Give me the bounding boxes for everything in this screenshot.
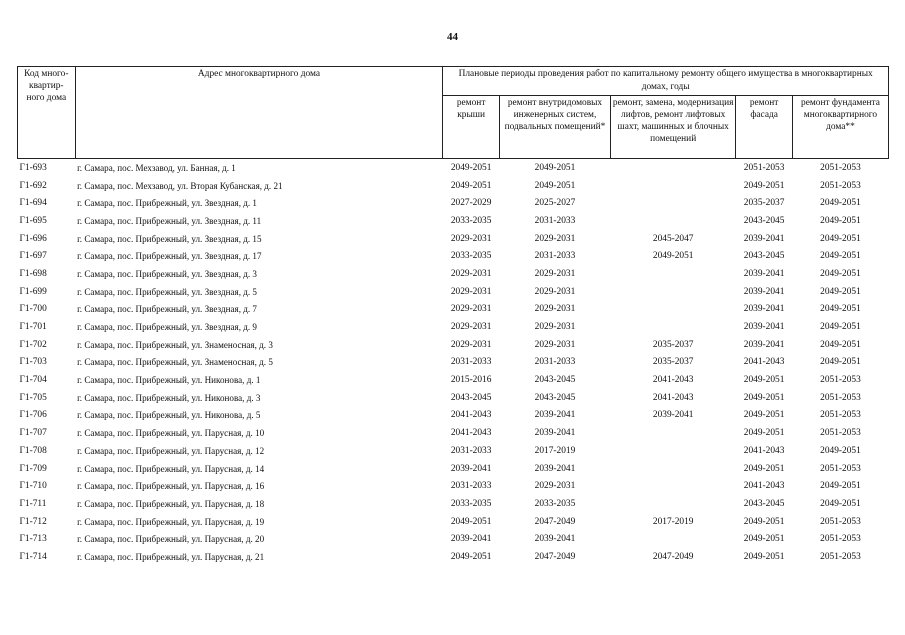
table-row [18,159,889,177]
cell-address: г. Самара, пос. Прибрежный, ул. Звездная, д. 17 [77,251,262,262]
cell-roof: 2029-2031 [450,268,492,279]
cell-engineering: 2029-2031 [534,481,576,492]
cell-lift [611,318,736,336]
cell-foundation: 2049-2051 [820,286,861,297]
cell-address: г. Самара, пос. Прибрежный, ул. Звездная, д. 15 [77,233,262,244]
header-planned-periods: Плановые периоды проведения работ по капитальному ремонту общего имущества в многоквартирных домах, годы [443,67,889,96]
cell-facade: 2039-2041 [743,339,785,350]
cell-foundation: 2051-2053 [820,392,861,403]
cell-facade: 2039-2041 [743,286,785,297]
cell-facade: 2041-2043 [743,445,785,456]
table-row [18,301,889,319]
cell-roof: 2049-2051 [450,180,492,191]
header-engineering: ремонт внутридомовых инженерных систем, подвальных помещений* [499,96,610,159]
cell-foundation: 2049-2051 [820,445,861,456]
cell-address: г. Самара, пос. Прибрежный, ул. Звездная, д. 1 [77,198,257,209]
header-address: Адрес многоквартирного дома [75,67,443,159]
cell-facade: 2049-2051 [743,428,785,439]
cell-roof: 2049-2051 [450,551,492,562]
cell-engineering: 2049-2051 [534,162,576,173]
cell-address: г. Самара, пос. Прибрежный, ул. Парусная, д. 12 [77,445,265,456]
table-row [18,194,889,212]
cell-roof: 2031-2033 [450,445,492,456]
table-row [18,230,889,248]
cell-engineering: 2029-2031 [534,304,576,315]
table-row [18,354,889,372]
table-row [18,283,889,301]
cell-lift [611,212,736,230]
cell-address: г. Самара, пос. Прибрежный, ул. Парусная, д. 19 [77,516,265,527]
header-row-top [18,67,889,96]
cell-code: Г1-693 [19,162,47,173]
cell-code: Г1-701 [19,322,47,333]
cell-roof: 2043-2045 [450,392,492,403]
cell-facade: 2043-2045 [743,215,785,226]
header-lift: ремонт, замена, модернизация лифтов, ремонт лифтовых шахт, машинных и блочных помещений [611,96,736,159]
cell-foundation: 2049-2051 [820,498,861,509]
cell-address: г. Самара, пос. Мехзавод, ул. Вторая Кубанская, д. 21 [77,180,283,191]
cell-facade: 2043-2045 [743,251,785,262]
cell-foundation: 2049-2051 [820,357,861,368]
cell-lift: 2017-2019 [652,516,694,527]
table-row [18,177,889,195]
cell-address: г. Самара, пос. Прибрежный, ул. Звездная, д. 7 [77,304,257,315]
table-row [18,495,889,513]
cell-roof: 2033-2035 [450,498,492,509]
cell-lift: 2039-2041 [652,410,694,421]
cell-address: г. Самара, пос. Прибрежный, ул. Парусная, д. 20 [77,534,265,545]
cell-address: г. Самара, пос. Прибрежный, ул. Никонова, д. 1 [77,375,261,386]
cell-code: Г1-711 [19,498,47,509]
cell-address: г. Самара, пос. Прибрежный, ул. Знаменосная, д. 5 [77,357,273,368]
cell-lift [611,194,736,212]
cell-address: г. Самара, пос. Прибрежный, ул. Парусная, д. 21 [77,551,265,562]
page-number: 44 [447,31,458,43]
cell-foundation: 2049-2051 [820,198,861,209]
cell-lift [611,177,736,195]
cell-lift [611,460,736,478]
cell-address: г. Самара, пос. Прибрежный, ул. Звездная, д. 3 [77,268,257,279]
cell-code: Г1-700 [19,304,47,315]
cell-code: Г1-708 [19,445,47,456]
cell-code: Г1-710 [19,481,47,492]
cell-engineering: 2033-2035 [534,498,576,509]
cell-code: Г1-712 [19,516,47,527]
table-row [18,247,889,265]
cell-facade: 2039-2041 [743,268,785,279]
cell-address: г. Самара, пос. Прибрежный, ул. Парусная, д. 16 [77,481,265,492]
header-roof: ремонт крыши [443,96,500,159]
cell-engineering: 2047-2049 [534,551,576,562]
repair-schedule-table [17,66,889,566]
cell-facade: 2049-2051 [743,392,785,403]
cell-lift [611,301,736,319]
cell-lift: 2045-2047 [652,233,694,244]
cell-foundation: 2049-2051 [820,215,861,226]
cell-code: Г1-699 [19,286,47,297]
cell-facade: 2041-2043 [743,481,785,492]
cell-foundation: 2049-2051 [820,251,861,262]
cell-code: Г1-702 [19,339,47,350]
cell-facade: 2039-2041 [743,233,785,244]
table-row [18,318,889,336]
cell-facade: 2039-2041 [743,322,785,333]
cell-address: г. Самара, пос. Прибрежный, ул. Парусная, д. 10 [77,428,265,439]
cell-foundation: 2051-2053 [820,534,861,545]
cell-address: г. Самара, пос. Мехзавод, ул. Банная, д. 1 [77,162,236,173]
cell-facade: 2049-2051 [743,375,785,386]
cell-roof: 2031-2033 [450,481,492,492]
cell-engineering: 2031-2033 [534,215,576,226]
cell-foundation: 2049-2051 [820,322,861,333]
cell-engineering: 2043-2045 [534,375,576,386]
cell-foundation: 2051-2053 [820,428,861,439]
cell-lift [611,159,736,177]
cell-roof: 2033-2035 [450,251,492,262]
cell-address: г. Самара, пос. Прибрежный, ул. Никонова, д. 5 [77,410,261,421]
cell-foundation: 2049-2051 [820,339,861,350]
cell-address: г. Самара, пос. Прибрежный, ул. Звездная, д. 11 [77,215,262,226]
cell-address: г. Самара, пос. Прибрежный, ул. Знаменосная, д. 3 [77,339,273,350]
cell-code: Г1-706 [19,410,47,421]
cell-facade: 2049-2051 [743,534,785,545]
cell-roof: 2029-2031 [450,339,492,350]
header-code: Код много- квартир- ного дома [18,67,76,159]
cell-facade: 2049-2051 [743,463,785,474]
cell-foundation: 2051-2053 [820,516,861,527]
cell-facade: 2049-2051 [743,180,785,191]
cell-lift [611,442,736,460]
table-body [18,159,889,566]
cell-foundation: 2049-2051 [820,481,861,492]
cell-lift [611,477,736,495]
cell-address: г. Самара, пос. Прибрежный, ул. Парусная, д. 18 [77,498,265,509]
cell-code: Г1-705 [19,392,47,403]
cell-address: г. Самара, пос. Прибрежный, ул. Парусная, д. 14 [77,463,265,474]
cell-engineering: 2031-2033 [534,251,576,262]
cell-engineering: 2029-2031 [534,268,576,279]
cell-lift [611,283,736,301]
cell-code: Г1-698 [19,268,47,279]
cell-engineering: 2025-2027 [534,198,576,209]
table-row [18,530,889,548]
cell-lift: 2041-2043 [652,392,694,403]
cell-roof: 2033-2035 [450,215,492,226]
cell-address: г. Самара, пос. Прибрежный, ул. Звездная, д. 9 [77,322,257,333]
cell-code: Г1-707 [19,428,47,439]
cell-engineering: 2017-2019 [534,445,576,456]
cell-facade: 2039-2041 [743,304,785,315]
cell-foundation: 2051-2053 [820,162,861,173]
cell-address: г. Самара, пос. Прибрежный, ул. Никонова, д. 3 [77,392,261,403]
table-row [18,548,889,566]
cell-code: Г1-703 [19,357,47,368]
cell-lift: 2041-2043 [652,375,694,386]
cell-foundation: 2049-2051 [820,304,861,315]
cell-engineering: 2029-2031 [534,233,576,244]
cell-lift [611,265,736,283]
cell-lift: 2049-2051 [652,251,694,262]
table-row [18,442,889,460]
cell-engineering: 2043-2045 [534,392,576,403]
cell-lift [611,530,736,548]
cell-lift: 2047-2049 [652,551,694,562]
cell-engineering: 2031-2033 [534,357,576,368]
cell-roof: 2041-2043 [450,410,492,421]
table-row [18,336,889,354]
table-row [18,513,889,531]
cell-code: Г1-709 [19,463,47,474]
cell-lift: 2035-2037 [652,357,694,368]
cell-lift: 2035-2037 [652,339,694,350]
cell-foundation: 2051-2053 [820,463,861,474]
cell-engineering: 2049-2051 [534,180,576,191]
cell-facade: 2049-2051 [743,516,785,527]
table-row [18,265,889,283]
cell-roof: 2049-2051 [450,516,492,527]
table-row [18,424,889,442]
table-row [18,407,889,425]
cell-code: Г1-704 [19,375,47,386]
cell-lift [611,495,736,513]
cell-engineering: 2047-2049 [534,516,576,527]
cell-address: г. Самара, пос. Прибрежный, ул. Звездная, д. 5 [77,286,257,297]
cell-code: Г1-694 [19,198,47,209]
cell-roof: 2041-2043 [450,428,492,439]
cell-code: Г1-714 [19,551,47,562]
table-row [18,460,889,478]
cell-facade: 2049-2051 [743,551,785,562]
cell-roof: 2029-2031 [450,233,492,244]
cell-code: Г1-697 [19,251,47,262]
cell-code: Г1-713 [19,534,47,545]
table-row [18,389,889,407]
cell-roof: 2029-2031 [450,286,492,297]
cell-roof: 2015-2016 [450,375,492,386]
cell-lift [611,424,736,442]
table-row [18,477,889,495]
cell-engineering: 2039-2041 [534,428,576,439]
table-row [18,371,889,389]
cell-roof: 2029-2031 [450,304,492,315]
header-facade: ремонт фасада [736,96,793,159]
cell-foundation: 2051-2053 [820,410,861,421]
cell-engineering: 2029-2031 [534,286,576,297]
cell-code: Г1-692 [19,180,47,191]
cell-foundation: 2049-2051 [820,233,861,244]
cell-foundation: 2051-2053 [820,180,861,191]
cell-engineering: 2039-2041 [534,410,576,421]
cell-roof: 2029-2031 [450,322,492,333]
header-foundation: ремонт фундамента многоквартирного дома** [792,96,888,159]
cell-facade: 2049-2051 [743,410,785,421]
cell-roof: 2049-2051 [450,162,492,173]
cell-facade: 2035-2037 [743,198,785,209]
cell-engineering: 2039-2041 [534,463,576,474]
cell-roof: 2039-2041 [450,534,492,545]
cell-foundation: 2049-2051 [820,268,861,279]
table-row [18,212,889,230]
cell-roof: 2027-2029 [450,198,492,209]
cell-engineering: 2039-2041 [534,534,576,545]
cell-code: Г1-695 [19,215,47,226]
cell-foundation: 2051-2053 [820,551,861,562]
cell-engineering: 2029-2031 [534,339,576,350]
cell-roof: 2039-2041 [450,463,492,474]
cell-facade: 2041-2043 [743,357,785,368]
cell-roof: 2031-2033 [450,357,492,368]
cell-facade: 2051-2053 [743,162,785,173]
cell-engineering: 2029-2031 [534,322,576,333]
cell-facade: 2043-2045 [743,498,785,509]
cell-foundation: 2051-2053 [820,375,861,386]
cell-code: Г1-696 [19,233,47,244]
